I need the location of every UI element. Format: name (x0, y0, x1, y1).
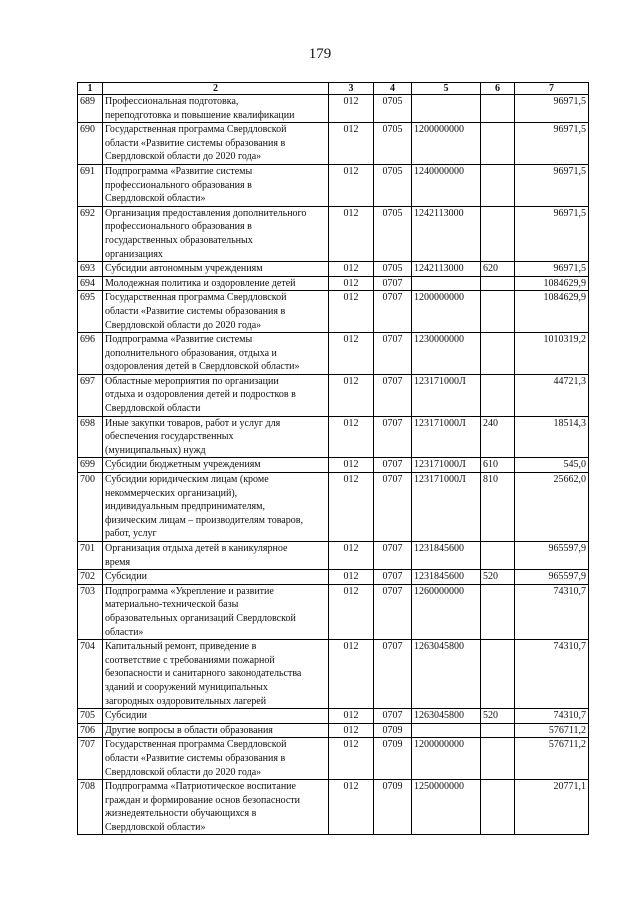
row-name-line: Субсидии (105, 710, 147, 722)
ministry-code: 012 (329, 333, 374, 375)
row-name-line: организациях (105, 248, 163, 260)
row-name-line: Свердловской области» (105, 193, 206, 205)
amount: 96971,5 (515, 95, 589, 123)
row-name-line: Свердловской области» (105, 821, 206, 833)
ministry-code: 012 (329, 458, 374, 473)
amount: 96971,5 (515, 262, 589, 277)
header-cell-4: 4 (374, 83, 412, 95)
amount: 1010319,2 (515, 333, 589, 375)
row-number: 706 (78, 723, 103, 738)
row-name-line: Субсидии бюджетным учреждениям (105, 459, 261, 471)
row-name-line: некоммерческих организаций), (105, 487, 238, 499)
ministry-code: 012 (329, 95, 374, 123)
expense-type-code (481, 164, 515, 206)
header-cell-2: 2 (103, 83, 329, 95)
row-name-line: Молодежная политика и оздоровление детей (105, 277, 296, 289)
expense-type-code (481, 206, 515, 261)
ministry-code: 012 (329, 542, 374, 570)
expense-type-code (481, 584, 515, 639)
row-name-line: области» (105, 626, 144, 638)
row-name (103, 262, 329, 277)
ministry-code: 012 (329, 709, 374, 724)
row-name-line: профессионального образования в (105, 221, 252, 233)
expense-type-code (481, 95, 515, 123)
row-name (103, 709, 329, 724)
section-code: 0705 (374, 262, 412, 277)
ministry-code: 012 (329, 584, 374, 639)
row-name (103, 780, 329, 835)
amount: 965597,9 (515, 542, 589, 570)
ministry-code: 012 (329, 416, 374, 458)
row-name-line: Профессиональная подготовка, (105, 96, 239, 107)
row-number: 696 (78, 333, 103, 375)
row-name (103, 333, 329, 375)
table-row (78, 333, 589, 375)
ministry-code: 012 (329, 291, 374, 333)
row-name-line: Субсидии (105, 571, 147, 583)
row-number: 700 (78, 473, 103, 542)
row-name (103, 584, 329, 639)
row-name-line: отдыха и оздоровления детей и подростков в (105, 389, 296, 401)
section-code: 0707 (374, 458, 412, 473)
ministry-code: 012 (329, 374, 374, 416)
row-number: 704 (78, 640, 103, 709)
row-name-line: переподготовка и повышение квалификации (105, 109, 295, 121)
target-article-code: 1200000000 (412, 291, 481, 333)
ministry-code: 012 (329, 123, 374, 165)
row-name (103, 291, 329, 333)
row-number: 705 (78, 709, 103, 724)
row-name-line: безопасности и санитарного законодательства (105, 668, 302, 680)
header-cell-3: 3 (329, 83, 374, 95)
row-name-line: Государственная программа Свердловской (105, 124, 287, 136)
row-name-line: Другие вопросы в области образования (105, 724, 273, 736)
row-name-line: соответствие с требованиями пожарной (105, 654, 275, 666)
section-code: 0707 (374, 276, 412, 291)
header-cell-7: 7 (515, 83, 589, 95)
row-name (103, 570, 329, 585)
amount: 96971,5 (515, 164, 589, 206)
section-code: 0705 (374, 123, 412, 165)
target-article-code: 123171000Л (412, 458, 481, 473)
table-row (78, 780, 589, 835)
row-name-line: Государственная программа Свердловской (105, 739, 287, 751)
target-article-code: 1200000000 (412, 738, 481, 780)
section-code: 0707 (374, 640, 412, 709)
row-number: 693 (78, 262, 103, 277)
row-name-line: Подпрограмма «Развитие системы (105, 334, 253, 346)
row-name-line: Субсидии автономным учреждениям (105, 263, 263, 275)
row-number: 702 (78, 570, 103, 585)
table-row (78, 640, 589, 709)
section-code: 0707 (374, 291, 412, 333)
table-row (78, 570, 589, 585)
section-code: 0707 (374, 709, 412, 724)
expense-type-code: 810 (481, 473, 515, 542)
section-code: 0707 (374, 473, 412, 542)
target-article-code: 1240000000 (412, 164, 481, 206)
section-code: 0705 (374, 95, 412, 123)
row-name-line: Областные мероприятия по организации (105, 375, 279, 387)
expense-type-code (481, 723, 515, 738)
row-name-line: Свердловской области (105, 403, 201, 415)
ministry-code: 012 (329, 206, 374, 261)
row-name-line: профессионального образования в (105, 179, 252, 191)
table-row (78, 291, 589, 333)
table-row (78, 738, 589, 780)
row-name-line: обеспечения государственных (105, 431, 234, 443)
expense-type-code (481, 374, 515, 416)
row-name (103, 164, 329, 206)
row-name (103, 738, 329, 780)
row-number: 701 (78, 542, 103, 570)
target-article-code: 123171000Л (412, 374, 481, 416)
row-number: 708 (78, 780, 103, 835)
row-number: 691 (78, 164, 103, 206)
section-code: 0707 (374, 416, 412, 458)
row-name (103, 723, 329, 738)
row-name-line: Капитальный ремонт, приведение в (105, 641, 257, 653)
table-row (78, 584, 589, 639)
row-name-line: области «Развитие системы образования в (105, 137, 286, 149)
target-article-code (412, 723, 481, 738)
amount: 1084629,9 (515, 276, 589, 291)
amount: 965597,9 (515, 570, 589, 585)
table-row (78, 416, 589, 458)
row-number: 699 (78, 458, 103, 473)
expense-type-code (481, 276, 515, 291)
row-name-line: государственных образовательных (105, 234, 253, 246)
target-article-code: 1263045800 (412, 640, 481, 709)
row-name-line: время (105, 556, 131, 568)
row-name-line: Организация предоставления дополнительного (105, 207, 307, 219)
row-name-line: дополнительного образования, отдыха и (105, 347, 277, 359)
table-row (78, 723, 589, 738)
row-number: 697 (78, 374, 103, 416)
row-name-line: жизнедеятельности обучающихся в (105, 808, 257, 820)
ministry-code: 012 (329, 723, 374, 738)
row-name-line: Иные закупки товаров, работ и услуг для (105, 417, 281, 429)
expense-type-code: 520 (481, 709, 515, 724)
row-number: 689 (78, 95, 103, 123)
row-name-line: Подпрограмма «Укрепление и развитие (105, 585, 274, 597)
table-row (78, 473, 589, 542)
row-number: 707 (78, 738, 103, 780)
row-name (103, 276, 329, 291)
section-code: 0707 (374, 542, 412, 570)
section-code: 0707 (374, 333, 412, 375)
section-code: 0709 (374, 738, 412, 780)
row-name-line: граждан и формирование основ безопасности (105, 794, 301, 806)
section-code: 0707 (374, 584, 412, 639)
row-number: 698 (78, 416, 103, 458)
row-name-line: области «Развитие системы образования в (105, 752, 286, 764)
row-name-line: Свердловской области до 2020 года» (105, 766, 262, 778)
target-article-code: 1231845600 (412, 542, 481, 570)
row-name-line: работ, услуг (105, 528, 157, 540)
amount: 44721,3 (515, 374, 589, 416)
target-article-code: 1231845600 (412, 570, 481, 585)
row-name-line: области «Развитие системы образования в (105, 305, 286, 317)
row-name-line: Подпрограмма «Развитие системы (105, 165, 253, 177)
ministry-code: 012 (329, 164, 374, 206)
amount: 20771,1 (515, 780, 589, 835)
header-cell-6: 6 (481, 83, 515, 95)
amount: 96971,5 (515, 123, 589, 165)
table-row (78, 709, 589, 724)
table-row (78, 164, 589, 206)
ministry-code: 012 (329, 640, 374, 709)
row-name-line: зданий и сооружений муниципальных (105, 681, 268, 693)
expense-type-code: 620 (481, 262, 515, 277)
amount: 74310,7 (515, 709, 589, 724)
row-name-line: физическим лицам – производителям товаров, (105, 514, 303, 526)
row-name (103, 374, 329, 416)
row-number: 695 (78, 291, 103, 333)
row-name-line: индивидуальным предпринимателям, (105, 501, 265, 513)
target-article-code: 1260000000 (412, 584, 481, 639)
page-number: 179 (308, 46, 332, 62)
ministry-code: 012 (329, 780, 374, 835)
row-name (103, 473, 329, 542)
row-number: 692 (78, 206, 103, 261)
table-row (78, 262, 589, 277)
ministry-code: 012 (329, 276, 374, 291)
row-name (103, 95, 329, 123)
expense-type-code (481, 640, 515, 709)
expense-type-code (481, 291, 515, 333)
section-code: 0709 (374, 723, 412, 738)
target-article-code: 123171000Л (412, 473, 481, 542)
amount: 96971,5 (515, 206, 589, 261)
row-name-line: материально-технической базы (105, 599, 239, 611)
section-code: 0709 (374, 780, 412, 835)
section-code: 0707 (374, 570, 412, 585)
row-name (103, 640, 329, 709)
row-name-line: Подпрограмма «Патриотическое воспитание (105, 781, 296, 793)
row-name-line: загородных оздоровительных лагерей (105, 695, 267, 707)
target-article-code: 1242113000 (412, 262, 481, 277)
target-article-code: 1200000000 (412, 123, 481, 165)
section-code: 0707 (374, 374, 412, 416)
row-name (103, 123, 329, 165)
amount: 576711,2 (515, 723, 589, 738)
amount: 545,0 (515, 458, 589, 473)
target-article-code (412, 95, 481, 123)
row-name (103, 458, 329, 473)
ministry-code: 012 (329, 473, 374, 542)
expense-type-code (481, 123, 515, 165)
table-row (78, 374, 589, 416)
table-row (78, 206, 589, 261)
target-article-code: 1242113000 (412, 206, 481, 261)
expense-type-code (481, 333, 515, 375)
row-name-line: образовательных организаций Свердловской (105, 612, 296, 624)
target-article-code: 1250000000 (412, 780, 481, 835)
section-code: 0705 (374, 206, 412, 261)
row-number: 694 (78, 276, 103, 291)
table-row (78, 276, 589, 291)
row-name-line: оздоровления детей в Свердловской области» (105, 361, 300, 373)
row-name-line: Свердловской области до 2020 года» (105, 319, 262, 331)
header-cell-1: 1 (78, 83, 103, 95)
expense-type-code: 610 (481, 458, 515, 473)
ministry-code: 012 (329, 738, 374, 780)
row-name-line: Организация отдыха детей в каникулярное (105, 543, 288, 554)
expense-type-code: 240 (481, 416, 515, 458)
target-article-code: 1230000000 (412, 333, 481, 375)
ministry-code: 012 (329, 262, 374, 277)
row-name (103, 416, 329, 458)
amount: 25662,0 (515, 473, 589, 542)
table-row (78, 123, 589, 165)
target-article-code: 1263045800 (412, 709, 481, 724)
amount: 1084629,9 (515, 291, 589, 333)
expense-type-code (481, 542, 515, 570)
budget-table (77, 82, 589, 835)
row-name-line: (муниципальных) нужд (105, 444, 206, 456)
header-cell-5: 5 (412, 83, 481, 95)
amount: 18514,3 (515, 416, 589, 458)
amount: 74310,7 (515, 640, 589, 709)
amount: 576711,2 (515, 738, 589, 780)
expense-type-code (481, 738, 515, 780)
row-name (103, 542, 329, 570)
row-name-line: Свердловской области до 2020 года» (105, 151, 262, 163)
row-name-line: Государственная программа Свердловской (105, 292, 287, 304)
table-row (78, 458, 589, 473)
amount: 74310,7 (515, 584, 589, 639)
row-number: 690 (78, 123, 103, 165)
expense-type-code (481, 780, 515, 835)
row-number: 703 (78, 584, 103, 639)
table-row (78, 95, 589, 123)
row-name (103, 206, 329, 261)
table-row (78, 542, 589, 570)
section-code: 0705 (374, 164, 412, 206)
ministry-code: 012 (329, 570, 374, 585)
header-row (78, 83, 589, 95)
target-article-code: 123171000Л (412, 416, 481, 458)
expense-type-code: 520 (481, 570, 515, 585)
target-article-code (412, 276, 481, 291)
row-name-line: Субсидии юридическим лицам (кроме (105, 474, 269, 486)
